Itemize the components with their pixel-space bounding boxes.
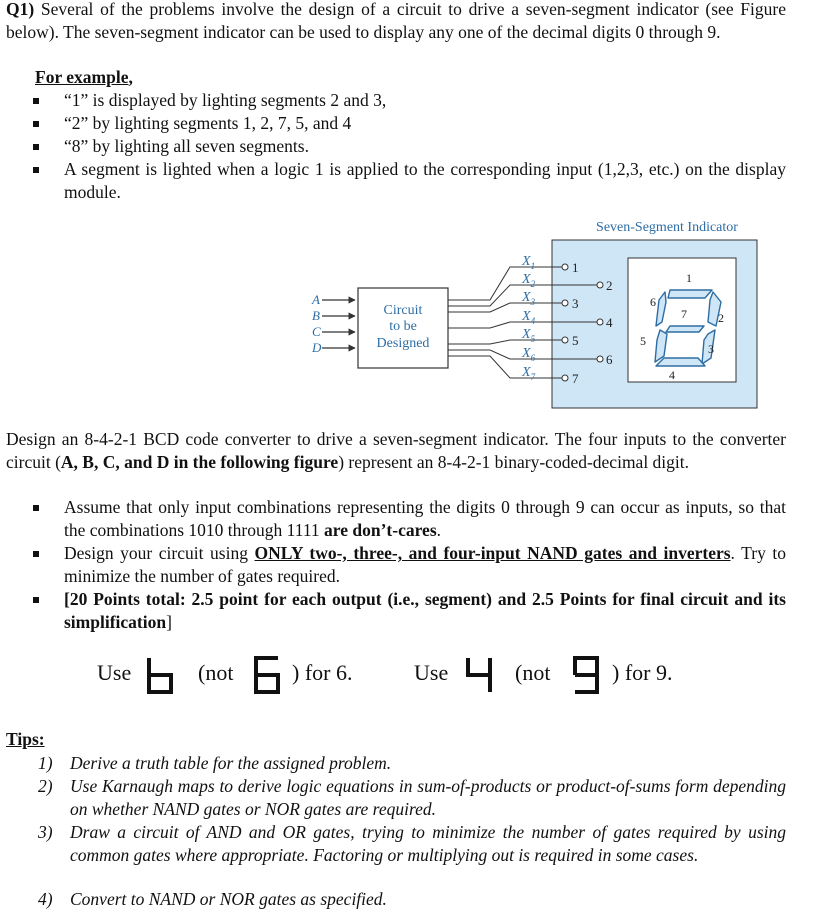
tip-text-3: Draw a circuit of AND and OR gates, trying to minimize the number of gates required by using common gates where appropriate. Factoring or multiplying out is required in some cases. (70, 822, 786, 865)
example-bullet-2: “2” by lighting segments 1, 2, 7, 5, and 4 (64, 113, 352, 133)
tip-number-2: 2) (38, 776, 53, 796)
bullet-marker (33, 144, 39, 150)
input-label-a: A (312, 292, 320, 307)
design-bullet-3 (64, 588, 786, 634)
input-label-d: D (312, 340, 322, 355)
digit-6-preferred-icon (143, 654, 177, 696)
bullet-marker (33, 551, 39, 557)
circuit-box-line-3: Designed (376, 336, 430, 351)
input-arrows (322, 300, 355, 348)
figure-title: Seven-Segment Indicator (596, 220, 738, 235)
design-bullet-1-bold: are don’t-cares (324, 520, 437, 540)
bullet-marker (33, 505, 39, 511)
not6-label: (not (198, 660, 234, 685)
design-bullet-2-text: Design your circuit using (64, 543, 255, 563)
svg-text:6: 6 (606, 352, 613, 367)
svg-text:4: 4 (606, 315, 613, 330)
design-intro-a: Design an 8-4-2-1 BCD code converter to drive a seven-segment indicator. The four inputs to the converter circuit ( (6, 429, 786, 472)
tip-text-2: Use Karnaugh maps to derive logic equations in sum-of-products or product-of-sums form depending on whether NAND gates or NOR gates are required. (70, 776, 786, 819)
example-heading: For example (35, 67, 129, 87)
tips-heading (6, 728, 45, 751)
example-bullet-1: “1” is displayed by lighting segments 2 and 3, (64, 90, 387, 110)
svg-text:X3: $X_3$ (522, 290, 536, 307)
design-bullet-1-end: . (436, 520, 442, 540)
q1-paragraph (6, 0, 786, 44)
svg-text:5: 5 (572, 333, 579, 348)
svg-text:1: 1 (572, 260, 579, 275)
design-intro-b: ) represent an 8-4-2-1 binary-coded-decimal digit. (338, 452, 690, 472)
example-bullet-4: A segment is lighted when a logic 1 is applied to the corresponding input (1,2,3, etc.) on the display module. (64, 159, 786, 202)
x-labels (521, 254, 536, 382)
svg-text:X2: $X_2$ (522, 272, 536, 289)
design-bullet-2 (64, 542, 786, 588)
bullet-marker (33, 167, 39, 173)
use-line (0, 650, 813, 700)
svg-text:1: 1 (686, 271, 692, 285)
design-bullet-2-bold: ONLY two-, three-, and four-input NAND gates and inverters (254, 543, 731, 563)
circuit-box-line-1: Circuit (383, 303, 423, 318)
q1-text: Several of the problems involve the design of a circuit to drive a seven-segment indicator (see Figure below). The seven-segment indicator can be used to display any one of the decimal digits 0 through 9. (6, 0, 786, 42)
digit-9-alternate-icon (569, 654, 603, 696)
digit-6-alternate-icon (250, 654, 284, 696)
q1-label: Q1) (6, 0, 35, 19)
tip-number-1: 1) (38, 753, 53, 773)
tip-text-1: Derive a truth table for the assigned problem. (70, 753, 392, 773)
example-comma: , (128, 67, 133, 87)
svg-text:X7: $X_7$ (522, 365, 536, 382)
circuit-figure (300, 210, 770, 415)
svg-text:X1: $X_1$ (522, 254, 536, 271)
tip-number-4: 4) (38, 889, 53, 909)
design-bullet-3-bold: [20 Points total: 2.5 point for each output (i.e., segment) and 2.5 Points for final circuit and its simplification (64, 589, 786, 632)
input-label-b: B (312, 308, 320, 323)
tip-text-4: Convert to NAND or NOR gates as specified. (70, 889, 387, 909)
svg-text:2: 2 (606, 278, 613, 293)
digit-9-preferred-icon (462, 654, 496, 696)
svg-text:6: 6 (650, 295, 656, 309)
use9-label: Use (414, 660, 449, 685)
for9-label: ) for 9. (612, 660, 673, 685)
not9-label: (not (515, 660, 551, 685)
design-bullet-1-text: Assume that only input combinations representing the digits 0 through 9 can occur as inputs, so that the combinations 1010 through 1111 (64, 497, 786, 540)
svg-text:2: 2 (718, 311, 724, 325)
svg-text:5: 5 (640, 334, 646, 348)
svg-text:X5: $X_5$ (522, 327, 536, 344)
design-paragraph (6, 428, 786, 474)
svg-text:3: 3 (708, 342, 714, 356)
design-bullet-1 (64, 496, 786, 542)
for6-label: ) for 6. (292, 660, 353, 685)
svg-text:X4: $X_4$ (522, 309, 536, 326)
svg-text:4: 4 (669, 368, 675, 382)
input-label-c: C (312, 324, 321, 339)
bullet-marker (33, 98, 39, 104)
design-intro-bold: A, B, C, and D in the following figure (60, 452, 339, 472)
use6-label: Use (97, 660, 132, 685)
example-bullet-3: “8” by lighting all seven segments. (64, 136, 309, 156)
example-heading-line (35, 66, 133, 89)
design-bullet-3-end: ] (166, 612, 172, 632)
circuit-box-line-2: to be (389, 319, 417, 334)
svg-text:X6: $X_6$ (522, 346, 536, 363)
svg-text:7: 7 (572, 371, 579, 386)
tip-number-3: 3) (38, 822, 53, 842)
bullet-marker (33, 121, 39, 127)
svg-text:7: 7 (681, 307, 687, 321)
bullet-marker (33, 597, 39, 603)
design-bullet-2-end: . Try to minimize the number of gates required. (64, 543, 786, 586)
svg-text:3: 3 (572, 296, 579, 311)
tips-heading-text: Tips: (6, 729, 45, 749)
